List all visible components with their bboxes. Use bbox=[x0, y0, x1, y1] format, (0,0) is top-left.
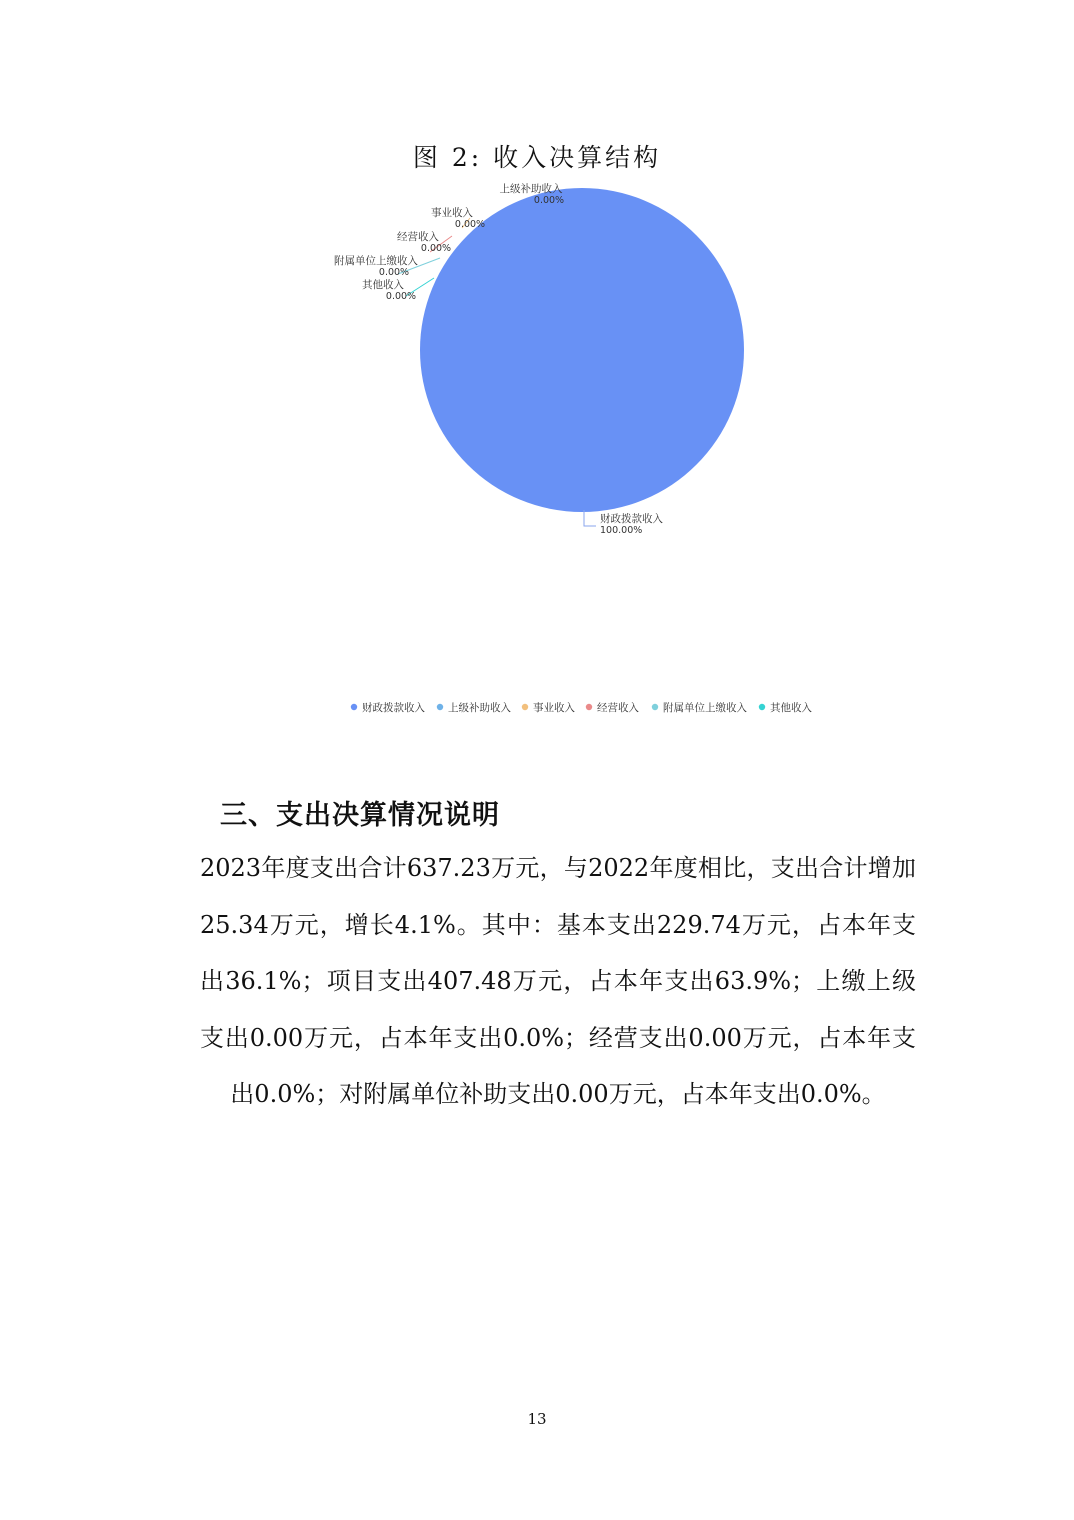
slice-label-name-1: 上级补助收入 bbox=[499, 183, 563, 195]
slice-label-name-3: 经营收入 bbox=[397, 231, 439, 243]
page-number: 13 bbox=[527, 1410, 547, 1428]
slice-label-name-4: 附属单位上缴收入 bbox=[334, 255, 418, 267]
legend-item-4: 附属单位上缴收入 bbox=[663, 702, 747, 714]
legend-item-5: 其他收入 bbox=[770, 702, 812, 714]
slice-label-name-5: 其他收入 bbox=[362, 279, 404, 291]
legend-marker-4 bbox=[652, 704, 658, 710]
legend-marker-2 bbox=[522, 704, 528, 710]
legend-marker-3 bbox=[586, 704, 592, 710]
legend-item-0: 财政拨款收入 bbox=[362, 702, 425, 714]
legend-item-3: 经营收入 bbox=[597, 702, 639, 714]
slice-label-pct-0: 100.00% bbox=[600, 525, 643, 536]
pie-chart bbox=[0, 170, 1074, 730]
legend-marker-5 bbox=[759, 704, 765, 710]
label-leader-line-0 bbox=[584, 510, 596, 526]
slice-label-pct-1: 0.00% bbox=[533, 195, 565, 206]
legend-item-1: 上级补助收入 bbox=[448, 702, 511, 714]
slice-label-pct-4: 0.00% bbox=[378, 267, 410, 278]
slice-label-pct-2: 0.00% bbox=[454, 219, 486, 230]
legend-marker-1 bbox=[437, 704, 443, 710]
legend-item-2: 事业收入 bbox=[533, 702, 575, 714]
section-heading: 三、支出决算情况说明 bbox=[220, 800, 500, 831]
expenditure-paragraph: 2023年度支出合计637.23万元，与2022年度相比，支出合计增加25.34万元，增长4.1%。其中：基本支出229.74万元，占本年支出36.1%；项目支出407.48万元，占本年支出63.9%；上缴上级支出0.00万元，占本年支出0.0%；经营支出0.00万元，占本年支出0.0%；对附属单位补助支出0.00万元，占本年支出0.0%。 bbox=[200, 854, 916, 1108]
legend-marker-0 bbox=[351, 704, 357, 710]
slice-label-name-2: 事业收入 bbox=[431, 207, 473, 219]
slice-label-name-0: 财政拨款收入 bbox=[600, 513, 663, 525]
slice-label-pct-3: 0.00% bbox=[420, 243, 452, 254]
slice-label-pct-5: 0.00% bbox=[385, 291, 417, 302]
chart-title: 图 2: 收入决算结构 bbox=[412, 143, 662, 172]
pie-slice-0 bbox=[420, 188, 744, 512]
